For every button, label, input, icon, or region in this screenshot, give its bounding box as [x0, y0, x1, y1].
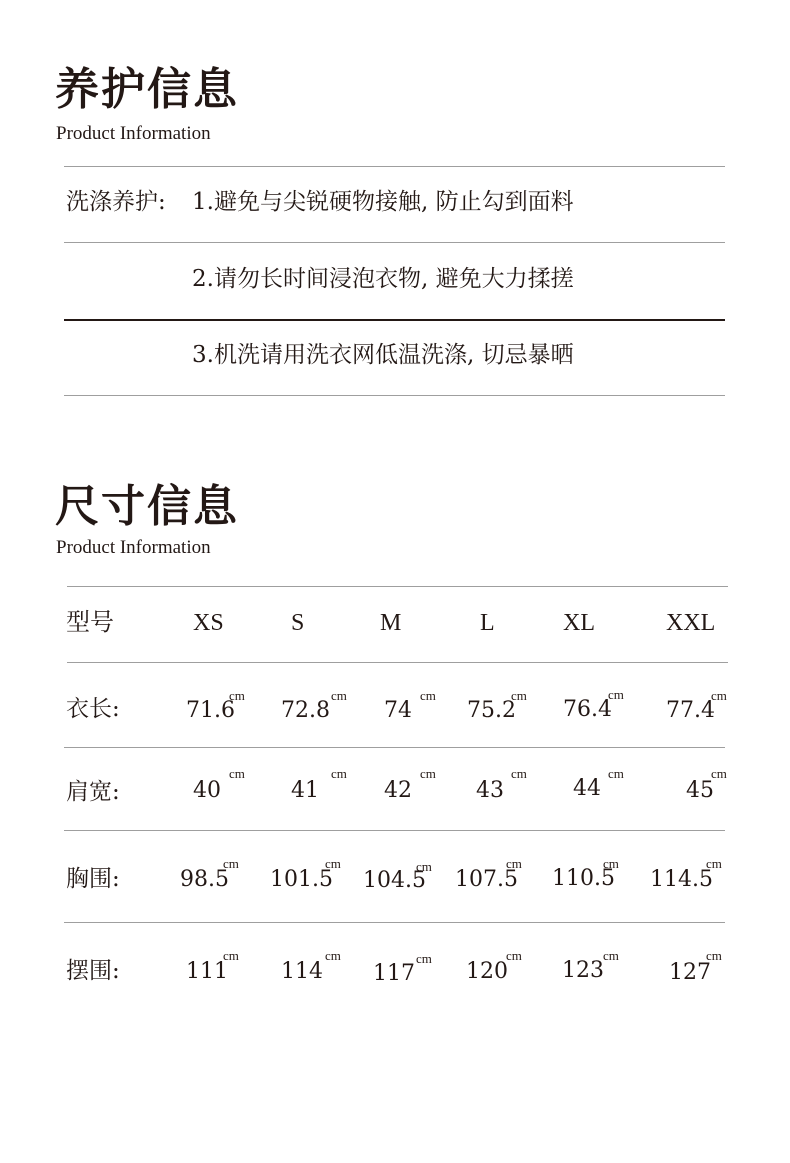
shoulder-l-unit: cm — [511, 766, 527, 781]
size-header-s: S — [291, 610, 305, 636]
shoulder-xxl: 45 — [686, 778, 714, 803]
size-divider-4 — [64, 922, 725, 923]
chest-m-unit: cm — [416, 859, 432, 874]
length-xl-unit: cm — [608, 687, 624, 702]
care-label: 洗涤养护: — [66, 189, 166, 215]
hem-s-unit: cm — [325, 948, 341, 963]
size-divider-2 — [64, 747, 725, 748]
length-s-unit: cm — [331, 688, 347, 703]
care-divider-2 — [64, 319, 725, 321]
care-title: 养护信息 — [55, 64, 239, 115]
row-label-chest: 胸围: — [66, 866, 120, 892]
care-divider-bottom — [64, 395, 725, 396]
length-xs-unit: cm — [229, 688, 245, 703]
size-header-xs: XS — [193, 610, 224, 636]
length-xl: 76.4 — [563, 697, 612, 722]
size-divider-3 — [64, 830, 725, 831]
care-item-3: 3.机洗请用洗衣网低温洗涤, 切忌暴晒 — [192, 342, 574, 368]
chest-xl-unit: cm — [603, 856, 619, 871]
size-header-label: 型号 — [66, 610, 114, 636]
chest-xl: 110.5 — [552, 866, 615, 891]
shoulder-l: 43 — [476, 778, 504, 803]
shoulder-xs-unit: cm — [229, 766, 245, 781]
size-divider-1 — [67, 662, 728, 663]
hem-m: 117 — [373, 961, 415, 986]
hem-l: 120 — [466, 959, 508, 984]
care-divider-1 — [64, 242, 725, 243]
length-l: 75.2 — [467, 698, 516, 723]
care-item-2: 2.请勿长时间浸泡衣物, 避免大力揉搓 — [192, 266, 574, 292]
shoulder-s-unit: cm — [331, 766, 347, 781]
shoulder-s: 41 — [291, 778, 319, 803]
shoulder-xs: 40 — [193, 778, 221, 803]
care-divider-top — [64, 166, 725, 167]
hem-m-unit: cm — [416, 951, 432, 966]
size-title: 尺寸信息 — [55, 481, 239, 532]
shoulder-xl-unit: cm — [608, 766, 624, 781]
shoulder-xxl-unit: cm — [711, 766, 727, 781]
size-header-xxl: XXL — [666, 610, 716, 636]
chest-xs-unit: cm — [223, 856, 239, 871]
row-label-length: 衣长: — [66, 696, 120, 722]
chest-m: 104.5 — [363, 868, 426, 893]
shoulder-m: 42 — [384, 778, 412, 803]
care-subtitle: Product Information — [56, 123, 211, 144]
hem-xs-unit: cm — [223, 948, 239, 963]
size-subtitle: Product Information — [56, 537, 211, 558]
care-item-1: 1.避免与尖锐硬物接触, 防止勾到面料 — [192, 189, 574, 215]
row-label-hem: 摆围: — [66, 958, 120, 984]
hem-l-unit: cm — [506, 948, 522, 963]
length-m: 74 — [384, 698, 412, 723]
size-header-m: M — [380, 610, 402, 636]
shoulder-m-unit: cm — [420, 766, 436, 781]
length-xxl-unit: cm — [711, 688, 727, 703]
chest-l-unit: cm — [506, 856, 522, 871]
row-label-shoulder: 肩宽: — [66, 779, 120, 805]
length-l-unit: cm — [511, 688, 527, 703]
hem-s: 114 — [281, 959, 323, 984]
hem-xxl: 127 — [669, 960, 711, 985]
shoulder-xl: 44 — [573, 776, 601, 801]
length-xs: 71.6 — [186, 698, 235, 723]
length-m-unit: cm — [420, 688, 436, 703]
length-s: 72.8 — [281, 698, 330, 723]
size-divider-top — [67, 586, 728, 587]
hem-xl: 123 — [562, 958, 604, 983]
chest-xxl-unit: cm — [706, 856, 722, 871]
length-xxl: 77.4 — [666, 698, 715, 723]
hem-xxl-unit: cm — [706, 948, 722, 963]
chest-s: 101.5 — [270, 867, 333, 892]
size-header-xl: XL — [563, 610, 595, 636]
chest-l: 107.5 — [455, 867, 518, 892]
chest-xxl: 114.5 — [650, 867, 713, 892]
chest-xs: 98.5 — [180, 867, 229, 892]
hem-xs: 111 — [186, 959, 228, 984]
size-header-l: L — [480, 610, 495, 636]
hem-xl-unit: cm — [603, 948, 619, 963]
chest-s-unit: cm — [325, 856, 341, 871]
